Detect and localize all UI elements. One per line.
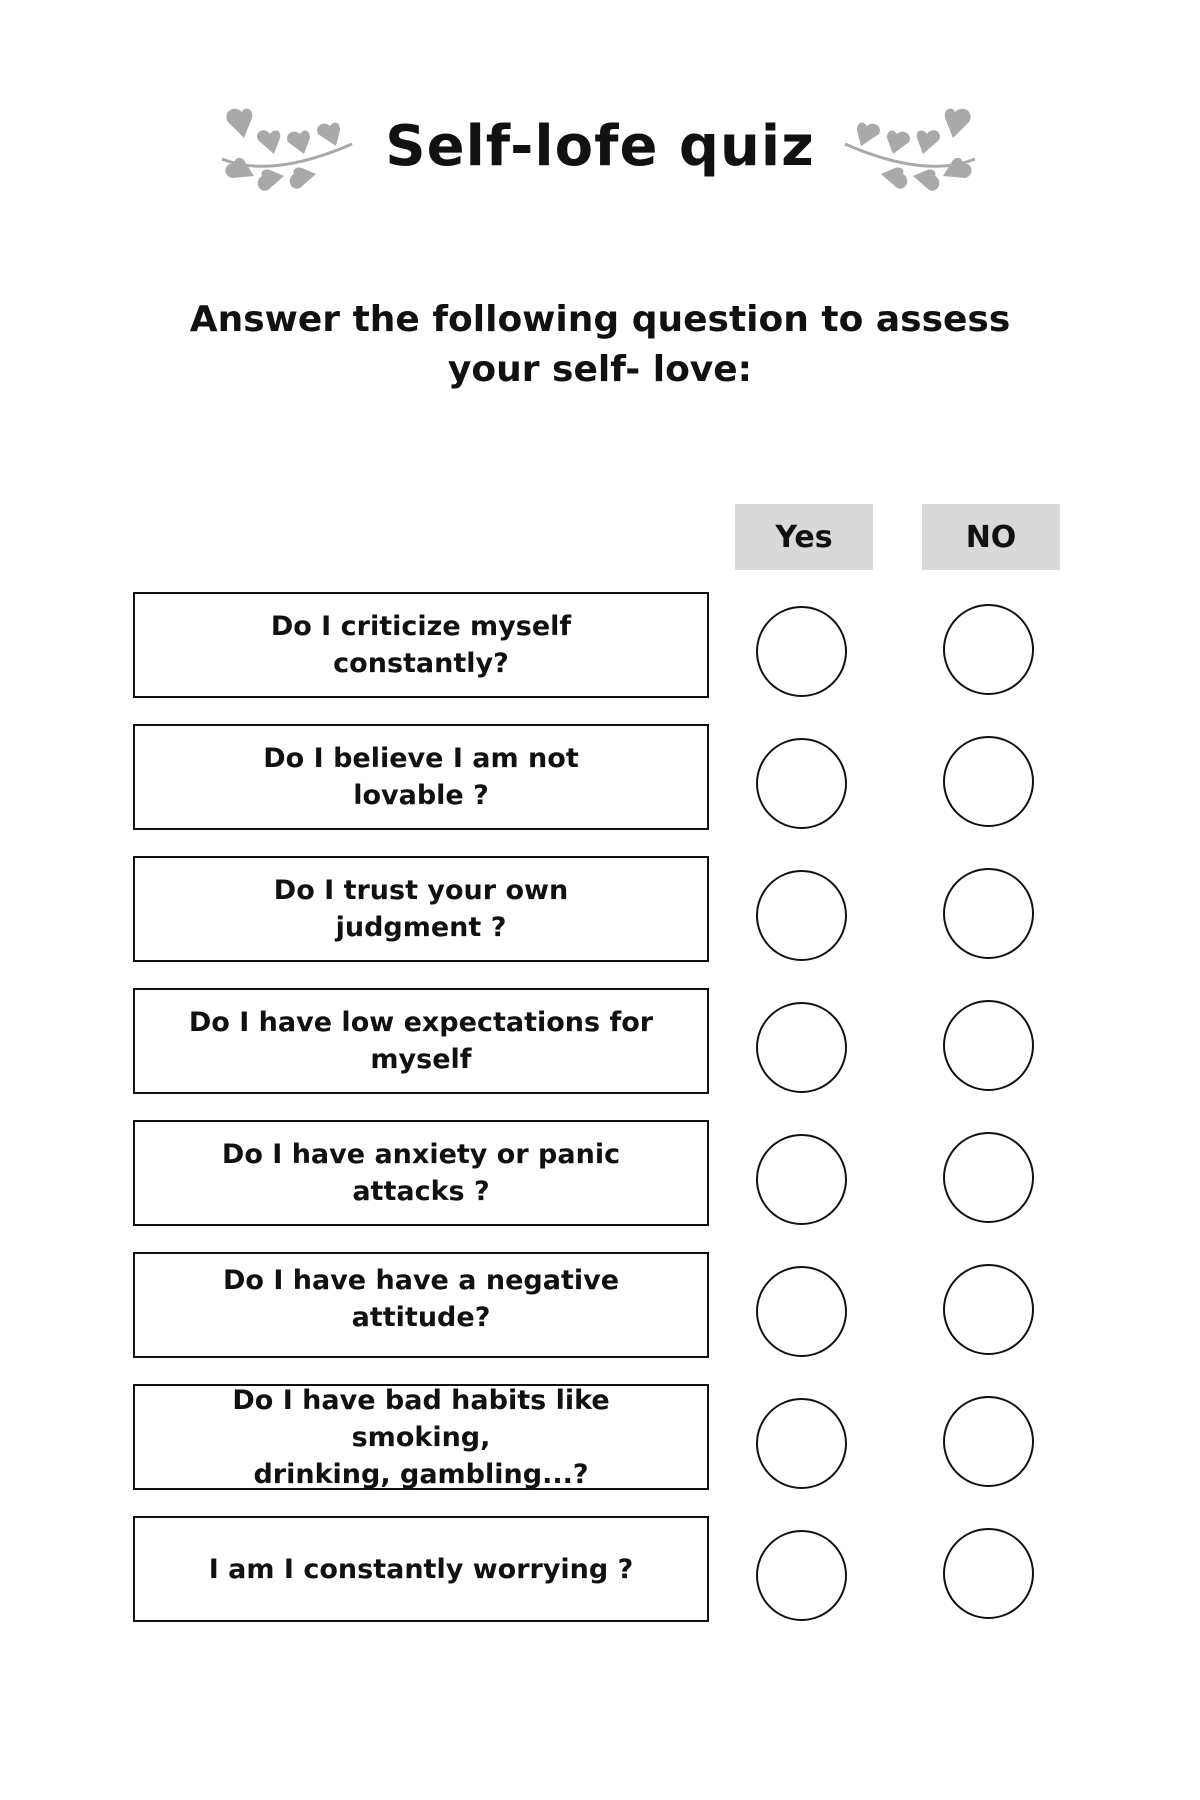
question-box: [133, 988, 709, 1094]
no-radio[interactable]: [943, 1000, 1034, 1091]
page-title: Self-lofe quiz: [385, 114, 815, 179]
yes-radio[interactable]: [756, 1398, 847, 1489]
question-text-line-2: myself: [370, 1044, 472, 1075]
no-radio[interactable]: [943, 604, 1034, 695]
no-radio[interactable]: [943, 1396, 1034, 1487]
yes-radio[interactable]: [756, 1002, 847, 1093]
question-text-line-1: Do I criticize myself: [270, 611, 572, 642]
question-text-line-1: Do I believe I am not: [263, 743, 579, 774]
question-text-line-1: Do I have anxiety or panic attacks ?: [221, 1139, 621, 1207]
question-box: [133, 1516, 709, 1622]
question-box: [133, 724, 709, 830]
question-box: [133, 856, 709, 962]
question-box: [133, 1252, 709, 1358]
question-text-line-1: Do I have bad habits like smoking,: [232, 1384, 610, 1453]
question-text-line-1: I am I constantly worrying ?: [208, 1553, 634, 1585]
yes-radio[interactable]: [756, 1266, 847, 1357]
question-row-3: [0, 856, 1200, 966]
question-box: [133, 592, 709, 698]
yes-column-header: Yes: [735, 504, 873, 570]
yes-radio[interactable]: [756, 870, 847, 961]
yes-radio[interactable]: [756, 1134, 847, 1225]
question-row-7: [0, 1384, 1200, 1494]
question-row-8: [0, 1516, 1200, 1626]
question-row-4: [0, 988, 1200, 1098]
yes-radio[interactable]: [756, 606, 847, 697]
yes-radio[interactable]: [756, 1530, 847, 1621]
no-radio[interactable]: [943, 1264, 1034, 1355]
no-radio[interactable]: [943, 868, 1034, 959]
question-row-2: [0, 724, 1200, 834]
question-text-line-1: Do I trust your own: [273, 875, 569, 906]
question-box: [133, 1384, 709, 1490]
question-text-line-2: judgment ?: [335, 912, 507, 943]
no-radio[interactable]: [943, 1132, 1034, 1223]
no-radio[interactable]: [943, 736, 1034, 827]
question-row-5: [0, 1120, 1200, 1230]
title-row: [0, 100, 1200, 210]
question-row-6: [0, 1252, 1200, 1362]
no-radio[interactable]: [943, 1528, 1034, 1619]
heart-sprig-right-icon: [835, 104, 985, 199]
no-column-header: NO: [922, 504, 1060, 570]
question-text-line-2: constantly?: [333, 648, 509, 679]
question-box: [133, 1120, 709, 1226]
question-text-line-1: Do I have low expectations for: [188, 1007, 654, 1038]
question-text-line-2: lovable ?: [353, 780, 489, 811]
instructions-line-2: your self- love:: [447, 349, 753, 390]
instructions-line-1: Answer the following question to assess: [189, 299, 1011, 340]
instructions: [150, 295, 1050, 395]
yes-radio[interactable]: [756, 738, 847, 829]
question-text-line-2: drinking, gambling...?: [253, 1458, 589, 1490]
question-text-line-1: Do I have have a negative attitude?: [222, 1265, 620, 1333]
question-row-1: [0, 592, 1200, 702]
